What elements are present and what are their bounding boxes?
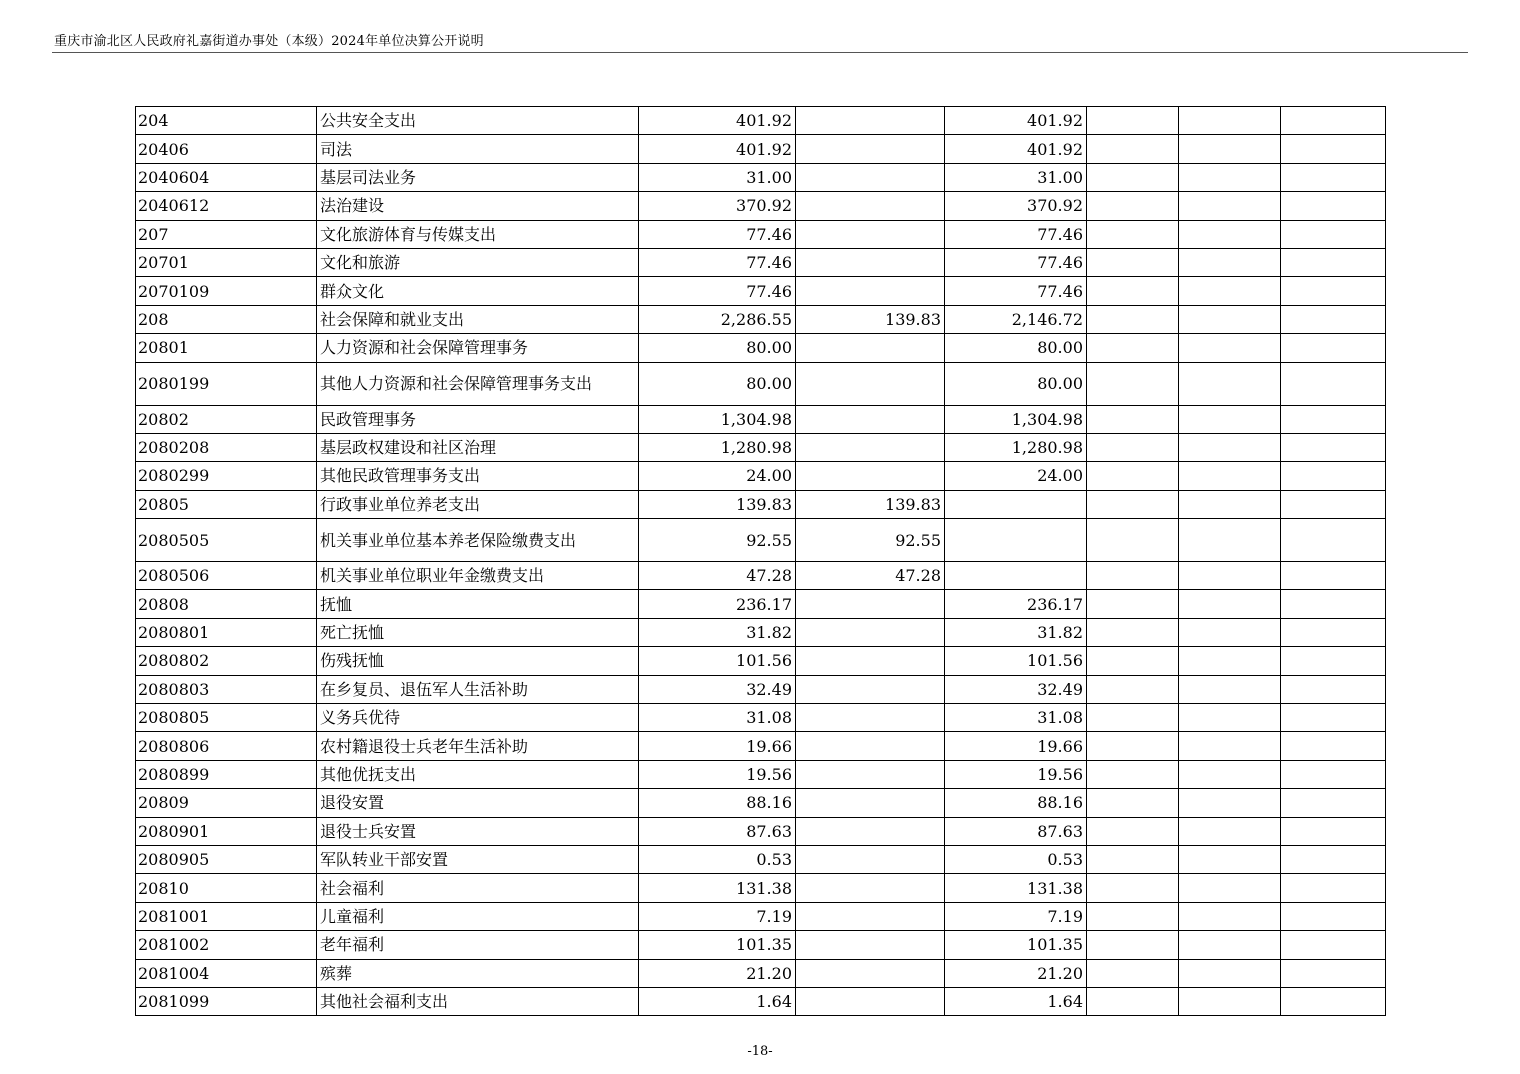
cell-extra-3	[1281, 562, 1386, 590]
cell-total: 101.56	[639, 647, 796, 675]
cell-extra-3	[1281, 902, 1386, 930]
cell-function-code: 2080802	[136, 647, 317, 675]
cell-function-name: 儿童福利	[317, 902, 639, 930]
cell-function-name: 行政事业单位养老支出	[317, 490, 639, 518]
cell-total: 77.46	[639, 248, 796, 276]
cell-extra-1	[1087, 362, 1179, 405]
cell-extra-3	[1281, 845, 1386, 873]
cell-extra-1	[1087, 618, 1179, 646]
cell-extra-2	[1179, 618, 1281, 646]
cell-function-name: 农村籍退役士兵老年生活补助	[317, 732, 639, 760]
cell-function-code: 20802	[136, 405, 317, 433]
table-row	[136, 959, 1386, 987]
cell-basic-expenditure	[796, 163, 945, 191]
cell-extra-2	[1179, 107, 1281, 135]
cell-function-name: 群众文化	[317, 277, 639, 305]
cell-project-expenditure: 80.00	[945, 334, 1087, 362]
cell-function-name: 其他人力资源和社会保障管理事务支出	[317, 362, 639, 405]
table-row	[136, 490, 1386, 518]
cell-extra-2	[1179, 519, 1281, 562]
cell-extra-3	[1281, 107, 1386, 135]
table-row	[136, 220, 1386, 248]
table-row	[136, 305, 1386, 333]
cell-function-code: 2070109	[136, 277, 317, 305]
cell-extra-1	[1087, 902, 1179, 930]
cell-project-expenditure: 31.82	[945, 618, 1087, 646]
cell-function-code: 2080299	[136, 462, 317, 490]
cell-extra-3	[1281, 462, 1386, 490]
cell-extra-3	[1281, 135, 1386, 163]
cell-basic-expenditure	[796, 732, 945, 760]
table-row	[136, 163, 1386, 191]
cell-extra-2	[1179, 192, 1281, 220]
cell-extra-2	[1179, 135, 1281, 163]
cell-project-expenditure: 401.92	[945, 107, 1087, 135]
cell-function-name: 社会保障和就业支出	[317, 305, 639, 333]
cell-total: 88.16	[639, 789, 796, 817]
cell-extra-2	[1179, 305, 1281, 333]
cell-project-expenditure: 1,280.98	[945, 433, 1087, 461]
cell-extra-3	[1281, 675, 1386, 703]
cell-total: 1.64	[639, 987, 796, 1015]
cell-extra-2	[1179, 760, 1281, 788]
cell-extra-1	[1087, 163, 1179, 191]
cell-function-name: 机关事业单位职业年金缴费支出	[317, 562, 639, 590]
cell-extra-1	[1087, 248, 1179, 276]
cell-basic-expenditure	[796, 362, 945, 405]
cell-extra-2	[1179, 277, 1281, 305]
cell-function-code: 208	[136, 305, 317, 333]
cell-basic-expenditure	[796, 277, 945, 305]
cell-project-expenditure: 370.92	[945, 192, 1087, 220]
cell-basic-expenditure	[796, 704, 945, 732]
cell-function-code: 20406	[136, 135, 317, 163]
table-row	[136, 362, 1386, 405]
cell-extra-1	[1087, 732, 1179, 760]
cell-function-name: 义务兵优待	[317, 704, 639, 732]
cell-extra-1	[1087, 277, 1179, 305]
table-row	[136, 647, 1386, 675]
cell-function-name: 抚恤	[317, 590, 639, 618]
cell-extra-2	[1179, 874, 1281, 902]
cell-function-name: 老年福利	[317, 931, 639, 959]
cell-extra-2	[1179, 704, 1281, 732]
cell-function-code: 2080199	[136, 362, 317, 405]
cell-extra-3	[1281, 334, 1386, 362]
table-row	[136, 902, 1386, 930]
cell-total: 0.53	[639, 845, 796, 873]
cell-basic-expenditure	[796, 433, 945, 461]
cell-total: 1,280.98	[639, 433, 796, 461]
cell-basic-expenditure	[796, 987, 945, 1015]
cell-extra-3	[1281, 987, 1386, 1015]
cell-project-expenditure: 7.19	[945, 902, 1087, 930]
cell-project-expenditure: 31.00	[945, 163, 1087, 191]
cell-basic-expenditure: 139.83	[796, 305, 945, 333]
cell-extra-3	[1281, 931, 1386, 959]
cell-basic-expenditure	[796, 462, 945, 490]
cell-extra-2	[1179, 902, 1281, 930]
expenditure-table	[135, 106, 1386, 1016]
cell-project-expenditure: 87.63	[945, 817, 1087, 845]
cell-function-code: 2081099	[136, 987, 317, 1015]
cell-total: 31.00	[639, 163, 796, 191]
cell-function-name: 军队转业干部安置	[317, 845, 639, 873]
table-row	[136, 874, 1386, 902]
cell-total: 32.49	[639, 675, 796, 703]
cell-extra-1	[1087, 704, 1179, 732]
cell-total: 77.46	[639, 220, 796, 248]
cell-function-code: 2080901	[136, 817, 317, 845]
cell-function-name: 其他优抚支出	[317, 760, 639, 788]
cell-function-code: 2080801	[136, 618, 317, 646]
cell-extra-2	[1179, 220, 1281, 248]
table-row	[136, 192, 1386, 220]
cell-basic-expenditure	[796, 220, 945, 248]
cell-project-expenditure: 21.20	[945, 959, 1087, 987]
table-row	[136, 817, 1386, 845]
cell-project-expenditure: 77.46	[945, 277, 1087, 305]
cell-total: 19.56	[639, 760, 796, 788]
cell-total: 24.00	[639, 462, 796, 490]
document-header-title: 重庆市渝北区人民政府礼嘉街道办事处（本级）2024年单位决算公开说明	[54, 34, 484, 49]
cell-project-expenditure: 0.53	[945, 845, 1087, 873]
cell-extra-3	[1281, 519, 1386, 562]
cell-project-expenditure: 2,146.72	[945, 305, 1087, 333]
cell-extra-2	[1179, 163, 1281, 191]
cell-basic-expenditure	[796, 845, 945, 873]
cell-basic-expenditure: 47.28	[796, 562, 945, 590]
table-row	[136, 562, 1386, 590]
cell-basic-expenditure	[796, 959, 945, 987]
table-row	[136, 845, 1386, 873]
page-number: -18-	[747, 1044, 773, 1059]
cell-function-code: 2080899	[136, 760, 317, 788]
cell-function-code: 2040604	[136, 163, 317, 191]
cell-function-name: 其他民政管理事务支出	[317, 462, 639, 490]
cell-basic-expenditure	[796, 590, 945, 618]
table-row	[136, 789, 1386, 817]
cell-function-name: 人力资源和社会保障管理事务	[317, 334, 639, 362]
cell-extra-2	[1179, 562, 1281, 590]
cell-basic-expenditure	[796, 135, 945, 163]
cell-function-code: 20808	[136, 590, 317, 618]
cell-project-expenditure: 24.00	[945, 462, 1087, 490]
cell-function-code: 2081002	[136, 931, 317, 959]
cell-function-code: 2080803	[136, 675, 317, 703]
cell-extra-3	[1281, 192, 1386, 220]
cell-extra-3	[1281, 433, 1386, 461]
table-row	[136, 987, 1386, 1015]
cell-extra-1	[1087, 675, 1179, 703]
table-row	[136, 519, 1386, 562]
cell-total: 139.83	[639, 490, 796, 518]
cell-function-code: 2081001	[136, 902, 317, 930]
cell-function-code: 20805	[136, 490, 317, 518]
cell-function-name: 文化旅游体育与传媒支出	[317, 220, 639, 248]
cell-extra-1	[1087, 959, 1179, 987]
cell-extra-1	[1087, 433, 1179, 461]
cell-extra-1	[1087, 817, 1179, 845]
cell-total: 92.55	[639, 519, 796, 562]
cell-basic-expenditure	[796, 902, 945, 930]
cell-extra-2	[1179, 987, 1281, 1015]
cell-function-code: 2080805	[136, 704, 317, 732]
cell-total: 131.38	[639, 874, 796, 902]
cell-project-expenditure: 77.46	[945, 248, 1087, 276]
cell-function-name: 在乡复员、退伍军人生活补助	[317, 675, 639, 703]
cell-extra-3	[1281, 248, 1386, 276]
table-row	[136, 135, 1386, 163]
cell-total: 31.82	[639, 618, 796, 646]
cell-function-name: 法治建设	[317, 192, 639, 220]
cell-total: 7.19	[639, 902, 796, 930]
cell-extra-3	[1281, 760, 1386, 788]
cell-basic-expenditure	[796, 192, 945, 220]
cell-extra-3	[1281, 277, 1386, 305]
cell-extra-1	[1087, 519, 1179, 562]
cell-basic-expenditure: 92.55	[796, 519, 945, 562]
cell-function-name: 司法	[317, 135, 639, 163]
cell-function-name: 社会福利	[317, 874, 639, 902]
cell-total: 47.28	[639, 562, 796, 590]
table-row	[136, 618, 1386, 646]
cell-total: 19.66	[639, 732, 796, 760]
cell-extra-1	[1087, 405, 1179, 433]
cell-extra-2	[1179, 675, 1281, 703]
cell-extra-1	[1087, 987, 1179, 1015]
cell-extra-3	[1281, 618, 1386, 646]
cell-extra-1	[1087, 135, 1179, 163]
table-row	[136, 590, 1386, 618]
cell-total: 87.63	[639, 817, 796, 845]
cell-project-expenditure: 31.08	[945, 704, 1087, 732]
cell-function-name: 退役士兵安置	[317, 817, 639, 845]
cell-project-expenditure: 101.35	[945, 931, 1087, 959]
cell-total: 401.92	[639, 107, 796, 135]
cell-extra-2	[1179, 817, 1281, 845]
cell-basic-expenditure	[796, 931, 945, 959]
cell-extra-1	[1087, 107, 1179, 135]
cell-project-expenditure: 236.17	[945, 590, 1087, 618]
cell-extra-3	[1281, 732, 1386, 760]
cell-basic-expenditure	[796, 789, 945, 817]
cell-total: 401.92	[639, 135, 796, 163]
cell-extra-2	[1179, 490, 1281, 518]
cell-extra-1	[1087, 874, 1179, 902]
cell-function-name: 其他社会福利支出	[317, 987, 639, 1015]
cell-function-code: 204	[136, 107, 317, 135]
cell-function-code: 2080506	[136, 562, 317, 590]
expenditure-table-body	[136, 107, 1386, 1016]
cell-function-code: 2081004	[136, 959, 317, 987]
table-row	[136, 760, 1386, 788]
cell-total: 80.00	[639, 362, 796, 405]
cell-extra-2	[1179, 405, 1281, 433]
cell-total: 21.20	[639, 959, 796, 987]
cell-extra-3	[1281, 362, 1386, 405]
cell-extra-1	[1087, 220, 1179, 248]
cell-extra-1	[1087, 789, 1179, 817]
cell-project-expenditure	[945, 562, 1087, 590]
cell-function-name: 基层司法业务	[317, 163, 639, 191]
cell-function-code: 2080806	[136, 732, 317, 760]
cell-extra-3	[1281, 305, 1386, 333]
cell-function-code: 2040612	[136, 192, 317, 220]
cell-function-name: 伤残抚恤	[317, 647, 639, 675]
cell-extra-3	[1281, 817, 1386, 845]
cell-extra-1	[1087, 334, 1179, 362]
cell-basic-expenditure	[796, 675, 945, 703]
cell-basic-expenditure	[796, 817, 945, 845]
cell-function-code: 20801	[136, 334, 317, 362]
cell-extra-1	[1087, 931, 1179, 959]
cell-extra-3	[1281, 789, 1386, 817]
cell-extra-2	[1179, 647, 1281, 675]
table-row	[136, 405, 1386, 433]
cell-total: 236.17	[639, 590, 796, 618]
cell-total: 370.92	[639, 192, 796, 220]
cell-project-expenditure: 401.92	[945, 135, 1087, 163]
table-row	[136, 334, 1386, 362]
cell-extra-3	[1281, 704, 1386, 732]
cell-extra-3	[1281, 405, 1386, 433]
cell-project-expenditure: 1,304.98	[945, 405, 1087, 433]
cell-function-name: 机关事业单位基本养老保险缴费支出	[317, 519, 639, 562]
cell-project-expenditure: 101.56	[945, 647, 1087, 675]
cell-extra-2	[1179, 590, 1281, 618]
cell-extra-1	[1087, 192, 1179, 220]
cell-total: 80.00	[639, 334, 796, 362]
header-divider	[52, 52, 1468, 53]
cell-extra-1	[1087, 845, 1179, 873]
cell-extra-3	[1281, 490, 1386, 518]
cell-total: 2,286.55	[639, 305, 796, 333]
cell-function-name: 公共安全支出	[317, 107, 639, 135]
cell-function-name: 基层政权建设和社区治理	[317, 433, 639, 461]
cell-extra-2	[1179, 433, 1281, 461]
cell-function-code: 20810	[136, 874, 317, 902]
cell-total: 101.35	[639, 931, 796, 959]
table-row	[136, 931, 1386, 959]
cell-project-expenditure	[945, 490, 1087, 518]
cell-function-code: 20809	[136, 789, 317, 817]
cell-extra-1	[1087, 562, 1179, 590]
cell-extra-1	[1087, 462, 1179, 490]
cell-extra-2	[1179, 959, 1281, 987]
cell-project-expenditure: 19.66	[945, 732, 1087, 760]
cell-basic-expenditure	[796, 248, 945, 276]
cell-extra-1	[1087, 490, 1179, 518]
cell-extra-2	[1179, 362, 1281, 405]
table-row	[136, 248, 1386, 276]
cell-extra-1	[1087, 760, 1179, 788]
cell-extra-1	[1087, 305, 1179, 333]
cell-extra-1	[1087, 590, 1179, 618]
cell-basic-expenditure	[796, 334, 945, 362]
table-row	[136, 433, 1386, 461]
table-row	[136, 732, 1386, 760]
cell-function-name: 殡葬	[317, 959, 639, 987]
cell-project-expenditure: 77.46	[945, 220, 1087, 248]
cell-function-name: 退役安置	[317, 789, 639, 817]
cell-function-code: 2080505	[136, 519, 317, 562]
table-row	[136, 704, 1386, 732]
table-row	[136, 462, 1386, 490]
cell-basic-expenditure	[796, 760, 945, 788]
cell-function-code: 20701	[136, 248, 317, 276]
cell-basic-expenditure	[796, 618, 945, 646]
cell-extra-1	[1087, 647, 1179, 675]
cell-extra-2	[1179, 732, 1281, 760]
cell-extra-2	[1179, 334, 1281, 362]
cell-basic-expenditure	[796, 874, 945, 902]
cell-basic-expenditure	[796, 405, 945, 433]
cell-function-code: 2080905	[136, 845, 317, 873]
cell-extra-3	[1281, 163, 1386, 191]
cell-extra-3	[1281, 959, 1386, 987]
table-row	[136, 675, 1386, 703]
cell-function-name: 文化和旅游	[317, 248, 639, 276]
cell-project-expenditure: 32.49	[945, 675, 1087, 703]
cell-extra-2	[1179, 789, 1281, 817]
cell-extra-3	[1281, 874, 1386, 902]
table-row	[136, 107, 1386, 135]
cell-extra-3	[1281, 647, 1386, 675]
cell-project-expenditure: 1.64	[945, 987, 1087, 1015]
cell-total: 31.08	[639, 704, 796, 732]
cell-total: 1,304.98	[639, 405, 796, 433]
cell-extra-2	[1179, 462, 1281, 490]
cell-function-name: 民政管理事务	[317, 405, 639, 433]
cell-project-expenditure: 88.16	[945, 789, 1087, 817]
cell-extra-3	[1281, 220, 1386, 248]
cell-total: 77.46	[639, 277, 796, 305]
cell-extra-3	[1281, 590, 1386, 618]
cell-extra-2	[1179, 248, 1281, 276]
cell-project-expenditure: 131.38	[945, 874, 1087, 902]
table-row	[136, 277, 1386, 305]
cell-project-expenditure	[945, 519, 1087, 562]
cell-basic-expenditure	[796, 647, 945, 675]
cell-function-code: 2080208	[136, 433, 317, 461]
cell-project-expenditure: 19.56	[945, 760, 1087, 788]
cell-extra-2	[1179, 931, 1281, 959]
cell-basic-expenditure	[796, 107, 945, 135]
cell-extra-2	[1179, 845, 1281, 873]
cell-project-expenditure: 80.00	[945, 362, 1087, 405]
cell-function-name: 死亡抚恤	[317, 618, 639, 646]
cell-function-code: 207	[136, 220, 317, 248]
cell-basic-expenditure: 139.83	[796, 490, 945, 518]
